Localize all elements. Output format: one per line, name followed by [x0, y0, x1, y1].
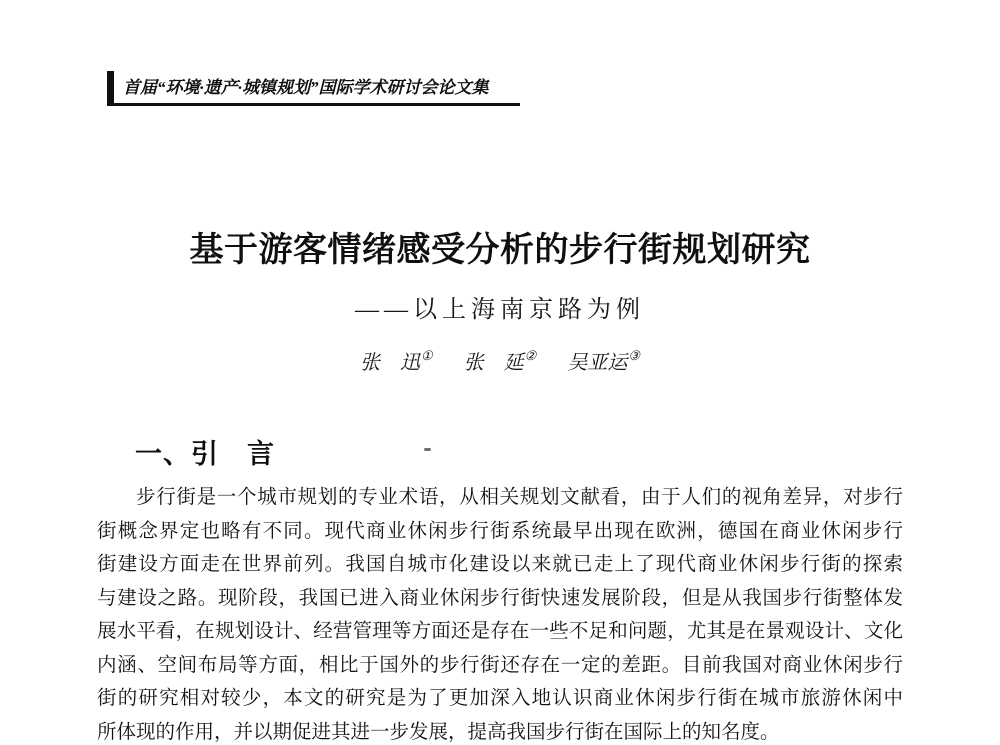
- header-vertical-bar: [107, 71, 114, 106]
- journal-header: [107, 71, 520, 107]
- author-name: 张 迅: [360, 352, 421, 374]
- paragraph-line: 街建设方面走在世界前列。我国自城市化建设以来就已走上了现代商业休闲步行街的探索: [97, 554, 903, 575]
- paragraph-line: 与建设之路。现阶段，我国已进入商业休闲步行街快速发展阶段，但是从我国步行街整体发: [97, 587, 903, 609]
- paragraph-line: 内涵、空间布局等方面，相比于国外的步行街还存在一定的差距。目前我国对商业休闲步行: [97, 654, 903, 676]
- paper-title: 基于游客情绪感受分析的步行街规划研究: [189, 232, 811, 269]
- intro-paragraph: [97, 481, 903, 745]
- journal-header-title: 首届“环境·遗产·城镇规划”国际学术研讨会论文集: [123, 78, 489, 97]
- author-superscript: ③: [628, 348, 640, 363]
- paragraph-line: 街概念界定也略有不同。现代商业休闲步行街系统最早出现在欧洲，德国在商业休闲步行: [97, 520, 903, 542]
- author-name: 张 延: [463, 352, 524, 374]
- author-superscript: ①: [421, 348, 433, 363]
- paper-subtitle: ——以上海南京路为例: [355, 297, 645, 323]
- paragraph-line: 展水平看，在规划设计、经营管理等方面还是存在一些不足和问题，尤其是在景观设计、文化: [97, 621, 903, 642]
- paragraph-line: 街的研究相对较少，本文的研究是为了更加深入地认识商业休闲步行街在城市旅游休闲中: [97, 688, 903, 709]
- section-heading: 一、引 言: [135, 439, 275, 469]
- stray-mark: [424, 448, 431, 451]
- author: [464, 346, 537, 375]
- paragraph-line: 步行街是一个城市规划的专业术语，从相关规划文献看，由于人们的视角差异，对步行: [136, 487, 903, 508]
- authors-line: [97, 346, 903, 375]
- paragraph-line: 所体现的作用，并以期促进其进一步发展，提高我国步行街在国际上的知名度。: [97, 721, 780, 743]
- header-underline: [107, 103, 520, 106]
- author-superscript: ②: [524, 348, 537, 363]
- author: [567, 346, 640, 375]
- author: [360, 346, 433, 375]
- author-name: 吴亚运: [567, 352, 628, 374]
